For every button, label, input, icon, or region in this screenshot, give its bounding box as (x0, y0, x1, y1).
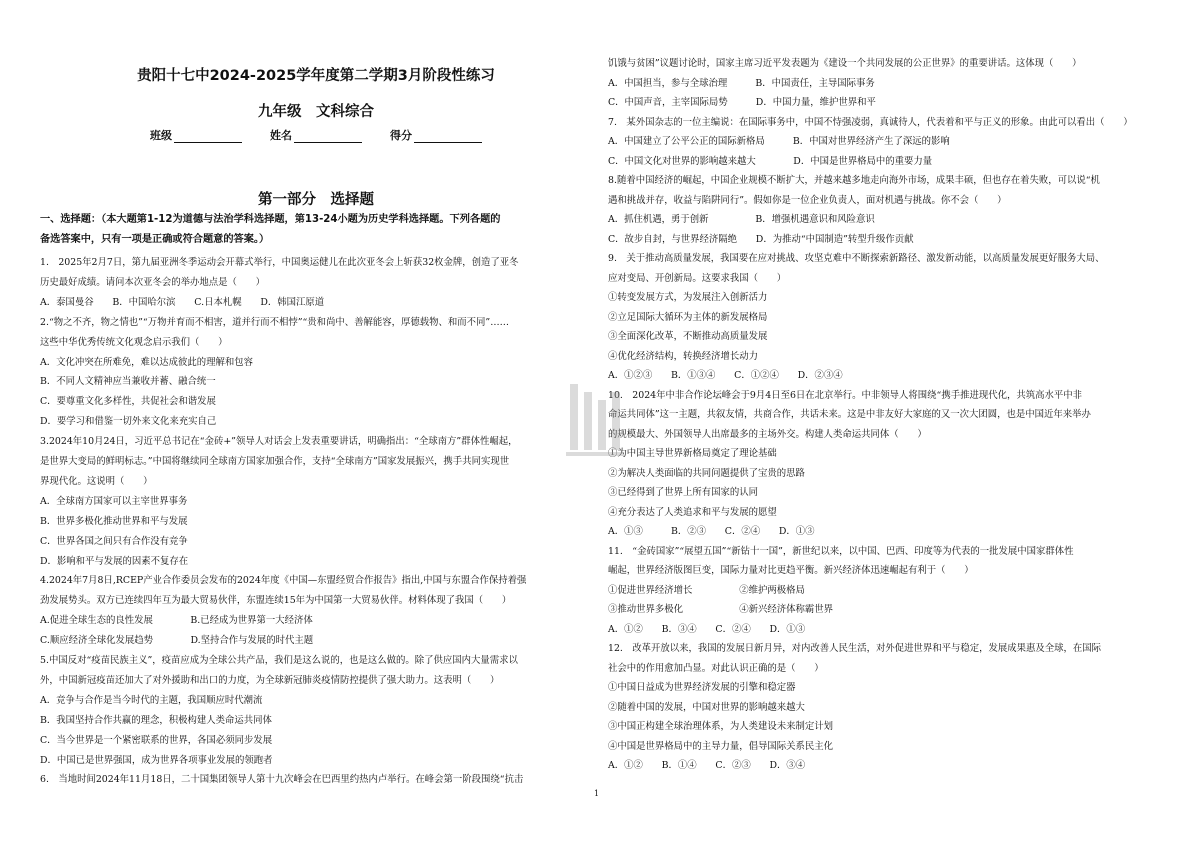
text-line: C．世界各国之间只有合作没有竞争 (40, 535, 188, 547)
text-line: 5.中国反对“疫苗民族主义”，疫苗应成为全球公共产品，我们是这么说的，也是这么做的。除了供应国内大量需求以 (40, 655, 518, 666)
score-blank (414, 130, 482, 143)
text-line: A．竞争与合作是当今时代的主题，我国顺应时代潮流 (40, 694, 263, 706)
page-number: 1 (594, 789, 600, 798)
watermark-logo-icon (560, 378, 630, 462)
text-line: 社会中的作用愈加凸显。对此认识正确的是（ ） (608, 662, 824, 674)
text-line: 11. “金砖国家”“展望五国”“新钻十一国”，新世纪以来，以中国、巴西、印度等为代表的一批发展中国家群体性 (608, 545, 1074, 557)
student-info-fields (40, 127, 592, 143)
text-line: 3.2024年10月24日，习近平总书记在“金砖+”领导人对话会上发表重要讲话，明确指出：“全球南方”群体性崛起， (40, 436, 518, 448)
text-line: ③全面深化改革，不断推动高质量发展 (608, 331, 768, 342)
text-line: 的规模最大、外国领导人出席最多的主场外交。构建人类命运共同体（ ） (608, 428, 927, 440)
text-line: D．要学习和借鉴一切外来文化来充实自己 (40, 416, 217, 428)
text-line: D．中国已是世界强国，成为世界各项事业发展的领跑者 (40, 754, 273, 766)
text-line: ②随着中国的发展，中国对世界的影响越来越大 (608, 701, 805, 713)
name-blank (294, 130, 362, 143)
text-line: 饥饿与贫困”议题讨论时，国家主席习近平发表题为《建设一个共同发展的公正世界》的重要讲话。这体现（ ） (608, 58, 1082, 69)
text-line: D．影响和平与发展的因素不复存在 (40, 555, 189, 567)
text-line: A．①② B．①④ C．②③ D．③④ (608, 760, 806, 771)
class-field (150, 127, 242, 143)
exam-subtitle: 九年级 文科综合 (258, 104, 374, 120)
text-line: 4.2024年7月8日,RCEP产业合作委员会发布的2024年度《中国—东盟经贸合作报告》指出,中国与东盟合作保持着强 (40, 575, 527, 587)
text-line: A．文化冲突在所难免，难以达成彼此的理解和包容 (40, 356, 254, 368)
text-line: 外，中国新冠疫苗还加大了对外援助和出口的力度，为全球新冠肺炎疫情防控提供了强大助力。这表明（ ） (40, 674, 500, 686)
text-line: 遇和挑战并存，收益与陷阱同行”。假如你是一位企业负责人，面对机遇与挑战。你不会（ ） (608, 194, 1007, 206)
text-line: 8.随着中国经济的崛起，中国企业规模不断扩大，并越来越多地走向海外市场，成果丰硕，但也存在着失败，可以说“机 (608, 175, 1100, 186)
text-line: ②立足国际大循环为主体的新发展格局 (608, 311, 768, 323)
instruction-line: 一、选择题：（本大题第1-12为道德与法治学科选择题，第13-24小题为历史学科选择题。下列各题的 (40, 214, 501, 225)
text-line: A．①②③ B．①③④ C．①②④ D．②③④ (608, 370, 843, 381)
text-line: C．要尊重文化多样性，共促社会和谐发展 (40, 396, 216, 408)
class-label: 班级 (150, 129, 172, 142)
text-line: A．①② B．③④ C．②④ D．①③ (608, 623, 806, 635)
class-blank (174, 130, 242, 143)
text-line: C．中国文化对世界的影响越来越大 D．中国是世界格局中的重要力量 (608, 155, 933, 167)
text-line: 这些中华优秀传统文化观念启示我们（ ） (40, 336, 228, 348)
text-line: A．全球南方国家可以主宰世界事务 (40, 495, 188, 507)
text-line: C．故步自封，与世界经济隔绝 D．为推动“中国制造”转型升级作贡献 (608, 233, 914, 245)
text-line: 6. 当地时间2024年11月18日，二十国集团领导人第十九次峰会在巴西里约热内卢举行。在峰会第一阶段围绕“抗击 (40, 774, 524, 786)
text-line: C．当今世界是一个紧密联系的世界，各国必须同步发展 (40, 734, 273, 746)
text-line: ①促进世界经济增长 ②维护两极格局 (608, 584, 805, 596)
score-field (390, 127, 482, 143)
instruction-line: 备选答案中，只有一项是正确或符合题意的答案。） (40, 234, 270, 245)
text-line: ①中国日益成为世界经济发展的引擎和稳定器 (608, 682, 796, 693)
text-line: ③已经得到了世界上所有国家的认同 (608, 487, 759, 498)
text-line: ④优化经济结构，转换经济增长动力 (608, 350, 759, 362)
text-line: B．不同人文精神应当兼收并蓄、融合统一 (40, 376, 216, 388)
text-line: C.顺应经济全球化发展趋势 D.坚持合作与发展的时代主题 (40, 635, 314, 647)
text-line: 2.“物之不齐，物之情也”“万物并育而不相害，道并行而不相悖”“贵和尚中、善解能容，厚德载物、和而不同”…… (40, 316, 509, 328)
text-line: 1. 2025年2月7日，第九届亚洲冬季运动会开幕式举行，中国奥运健儿在此次亚冬会上斩获32枚金牌，创造了亚冬 (40, 257, 519, 268)
exam-title: 贵阳十七中2024-2025学年度第二学期3月阶段性练习 (137, 68, 495, 84)
text-line: ②为解决人类面临的共同问题提供了宝贵的思路 (608, 467, 805, 479)
text-line: 7. 某外国杂志的一位主编说：在国际事务中，中国不恃强凌弱，真诚待人，代表着和平与正义的形象。由此可以看出（ ） (608, 116, 1133, 128)
text-line: A．①③ B．②③ C．②④ D．①③ (608, 526, 815, 537)
text-line: B．我国坚持合作共赢的理念，积极构建人类命运共同体 (40, 714, 272, 726)
name-label: 姓名 (270, 129, 292, 142)
text-line: A．中国建立了公平公正的国际新格局 B．中国对世界经济产生了深远的影响 (608, 136, 950, 147)
text-line: ④中国是世界格局中的主导力量，倡导国际关系民主化 (608, 740, 834, 752)
text-line: 界现代化。这说明（ ） (40, 475, 153, 487)
name-field (270, 127, 362, 143)
text-line: ①为中国主导世界新格局奠定了理论基础 (608, 448, 777, 459)
section-title: 第一部分 选择题 (258, 192, 374, 208)
text-line: 历史最好成绩。请问本次亚冬会的举办地点是（ ） (40, 276, 266, 288)
text-line: C．中国声音，主宰国际局势 D．中国力量，维护世界和平 (608, 97, 876, 108)
text-line: 劲发展势头。双方已连续四年互为最大贸易伙伴，东盟连续15年为中国第一大贸易伙伴。材料体现了我国（ ） (40, 595, 512, 607)
text-line: 9. 关于推动高质量发展，我国要在应对挑战、攻坚克难中不断探索新路径、激发新动能，以高质量发展更好服务大局、 (608, 253, 1105, 264)
text-line: 12. 改革开放以来，我国的发展日新月异，对内改善人民生活，对外促进世界和平与稳定，发展成果惠及全球，在国际 (608, 643, 1102, 654)
text-line: A．抓住机遇，勇于创新 B．增强机遇意识和风险意识 (608, 214, 875, 225)
text-line: 是世界大变局的鲜明标志。”中国将继续同全球南方国家加强合作，支持“全球南方”国家发展振兴，携手共同实现世 (40, 456, 510, 467)
text-line: A．中国担当，参与全球治理 B．中国责任，主导国际事务 (608, 77, 875, 89)
text-line: B．世界多极化推动世界和平与发展 (40, 515, 188, 527)
text-line: 崛起，世界经济版图巨变，国际力量对比更趋平衡。新兴经济体迅速崛起有利于（ ） (608, 565, 974, 576)
score-label: 得分 (390, 129, 412, 142)
text-line: A.促进全球生态的良性发展 B.已经成为世界第一大经济体 (40, 615, 313, 627)
text-line: ③推动世界多极化 ④新兴经济体称霸世界 (608, 604, 834, 615)
text-line: A．泰国曼谷 B．中国哈尔滨 C.日本札幌 D．韩国江原道 (40, 296, 325, 308)
text-line: ①转变发展方式，为发展注入创新活力 (608, 292, 768, 303)
text-line: ④充分表达了人类追求和平与发展的愿望 (608, 506, 777, 518)
text-line: ③中国正构建全球治理体系，为人类建设未来制定计划 (608, 721, 834, 732)
text-line: 命运共同体”这一主题，共叙友情，共商合作，共话未来。这是中非友好大家庭的又一次大团圆，也是中国近年来举办 (608, 409, 1091, 420)
text-line: 应对变局、开创新局。这要求我国（ ） (608, 272, 787, 284)
text-line: 10. 2024年中非合作论坛峰会于9月4日至6日在北京举行。中非领导人将围绕“携手推进现代化，共筑高水平中非 (608, 389, 1082, 401)
